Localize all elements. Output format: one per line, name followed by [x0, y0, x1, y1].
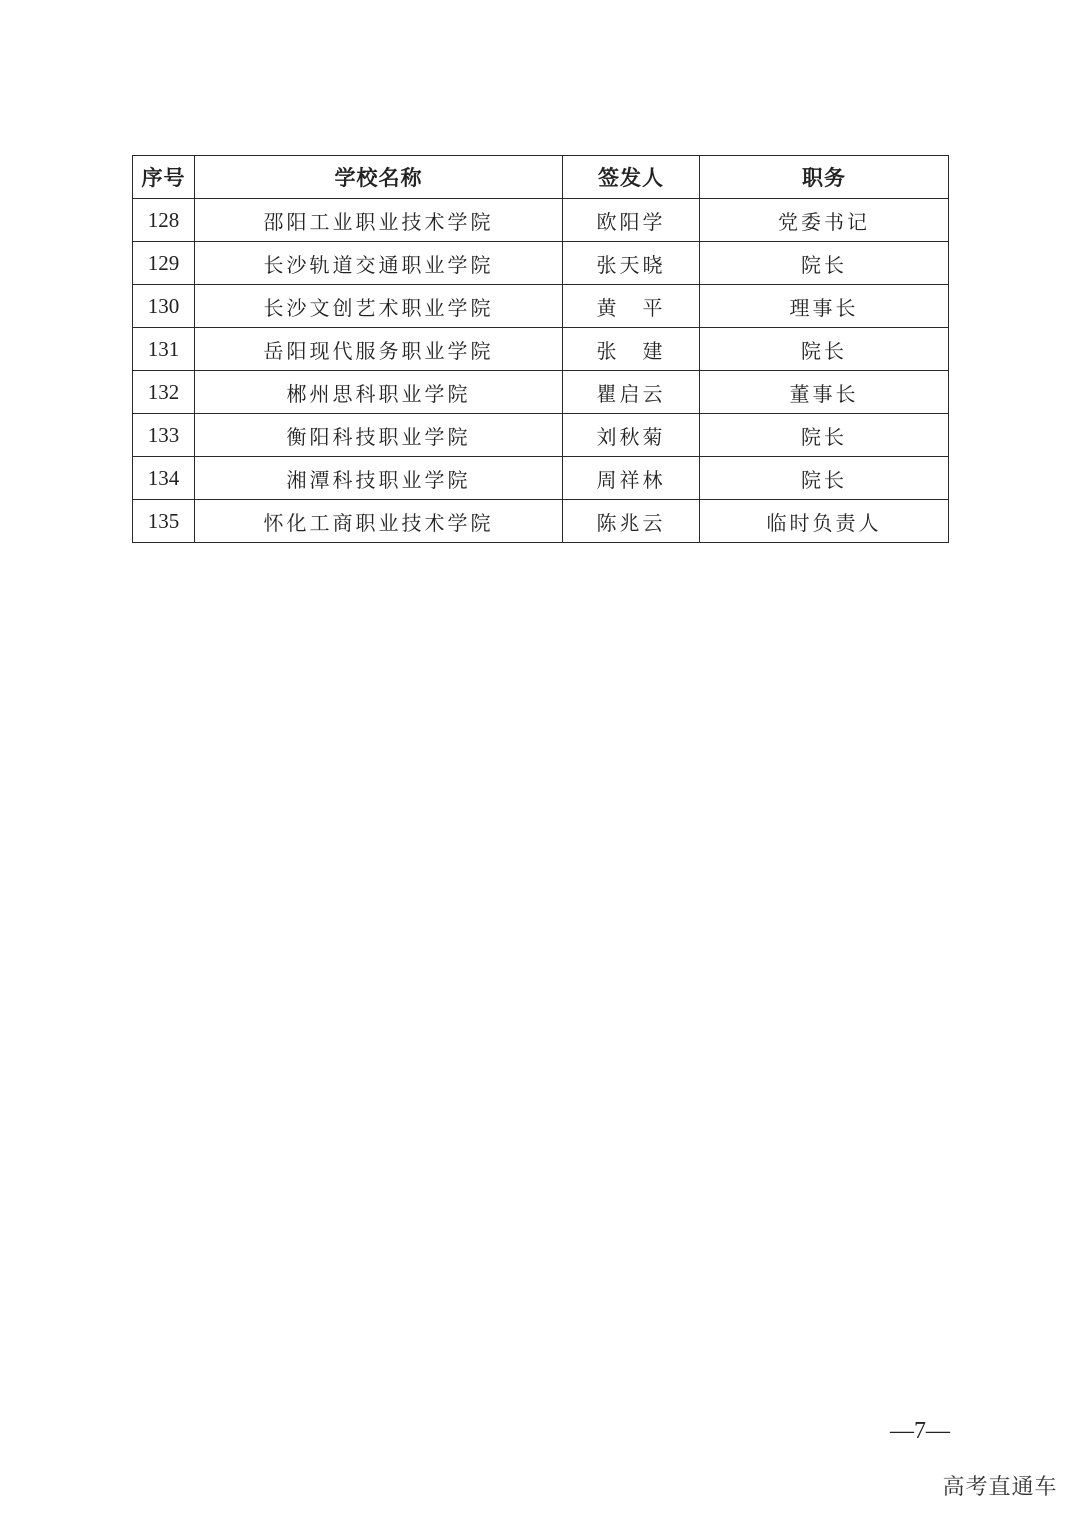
header-school: 学校名称: [195, 156, 563, 199]
row-title: 院长: [700, 457, 949, 500]
header-title: 职务: [700, 156, 949, 199]
table-row: [133, 414, 949, 457]
row-school: 邵阳工业职业技术学院: [195, 199, 563, 242]
header-signer: 签发人: [563, 156, 700, 199]
row-school: 长沙轨道交通职业学院: [195, 242, 563, 285]
row-signer: 陈兆云: [563, 500, 700, 543]
table-row: [133, 285, 949, 328]
row-title: 党委书记: [700, 199, 949, 242]
row-school: 怀化工商职业技术学院: [195, 500, 563, 543]
table-header-row: [133, 156, 949, 199]
header-no: 序号: [133, 156, 195, 199]
row-no: 129: [133, 242, 195, 285]
row-no: 133: [133, 414, 195, 457]
table-row: [133, 242, 949, 285]
table-row: [133, 500, 949, 543]
watermark-text: 高考直通车: [942, 1475, 1058, 1500]
row-no: 135: [133, 500, 195, 543]
page-number: —7—: [890, 1418, 950, 1444]
row-title: 理事长: [700, 285, 949, 328]
row-signer: 黄 平: [563, 285, 700, 328]
table-row: [133, 457, 949, 500]
row-signer: 周祥林: [563, 457, 700, 500]
row-title: 董事长: [700, 371, 949, 414]
table-body: [133, 199, 949, 543]
row-signer: 欧阳学: [563, 199, 700, 242]
row-title: 临时负责人: [700, 500, 949, 543]
school-signer-table: [132, 155, 949, 543]
table-header: [133, 156, 949, 199]
row-no: 134: [133, 457, 195, 500]
row-title: 院长: [700, 414, 949, 457]
table-row: [133, 371, 949, 414]
row-no: 128: [133, 199, 195, 242]
row-no: 130: [133, 285, 195, 328]
row-school: 衡阳科技职业学院: [195, 414, 563, 457]
row-no: 131: [133, 328, 195, 371]
row-no: 132: [133, 371, 195, 414]
table-row: [133, 199, 949, 242]
row-school: 湘潭科技职业学院: [195, 457, 563, 500]
row-school: 长沙文创艺术职业学院: [195, 285, 563, 328]
row-signer: 张 建: [563, 328, 700, 371]
row-signer: 刘秋菊: [563, 414, 700, 457]
row-school: 岳阳现代服务职业学院: [195, 328, 563, 371]
row-title: 院长: [700, 242, 949, 285]
row-school: 郴州思科职业学院: [195, 371, 563, 414]
row-signer: 张天晓: [563, 242, 700, 285]
table-row: [133, 328, 949, 371]
row-title: 院长: [700, 328, 949, 371]
row-signer: 瞿启云: [563, 371, 700, 414]
